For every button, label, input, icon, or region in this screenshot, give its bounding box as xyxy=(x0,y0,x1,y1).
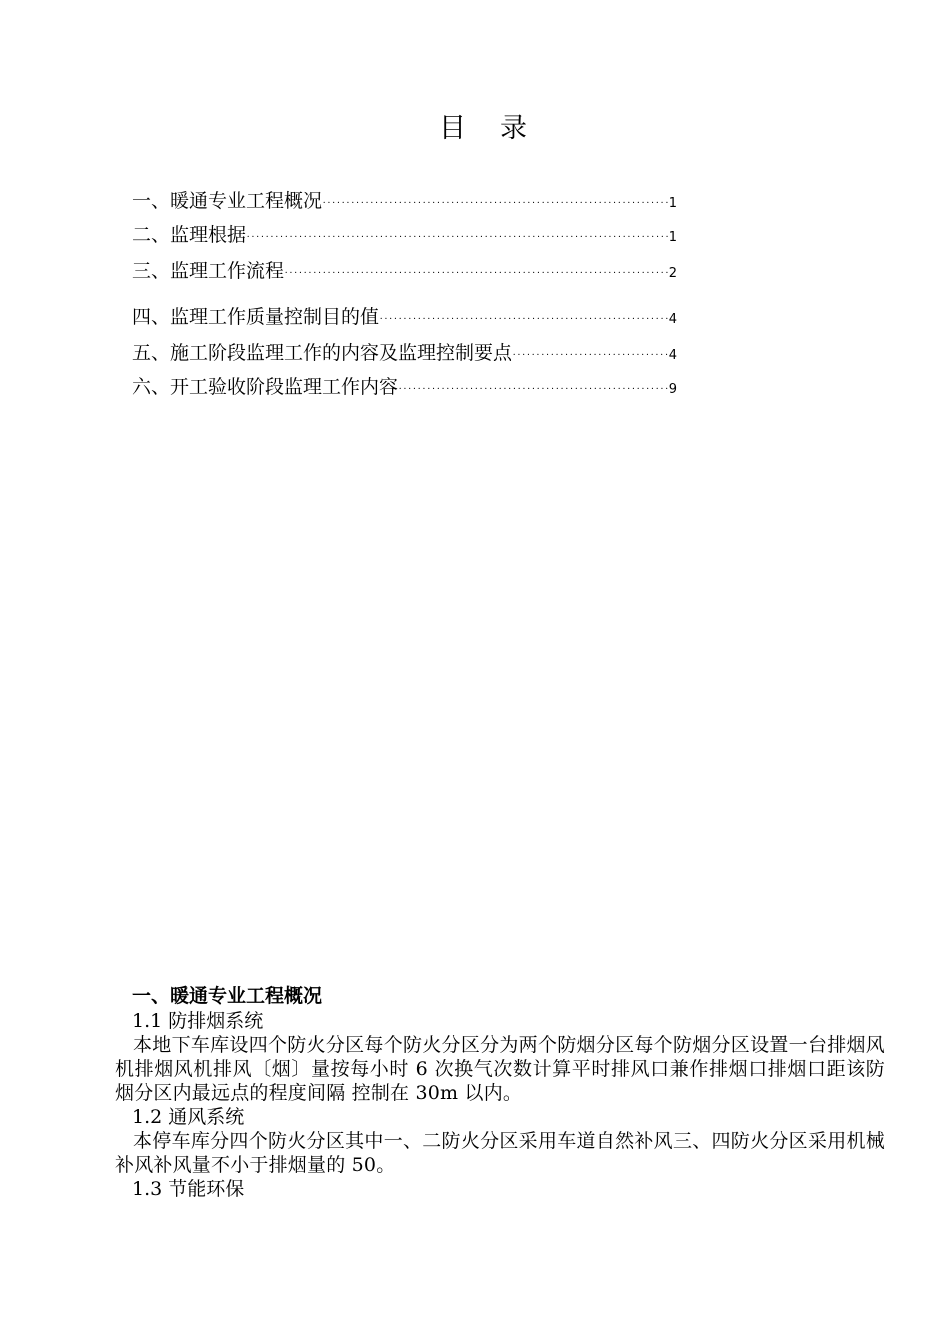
toc-leader xyxy=(513,347,668,360)
subsection-heading: 1.3 节能环保 xyxy=(132,1178,245,1200)
toc-leader xyxy=(285,265,668,278)
section-hvac-overview xyxy=(115,983,885,1201)
toc-entry[interactable] xyxy=(132,256,677,282)
subsection-heading: 1.1 防排烟系统 xyxy=(132,1010,264,1032)
toc-entry[interactable] xyxy=(132,186,677,212)
toc-leader xyxy=(247,229,668,242)
toc-entry-text: 五、施工阶段监理工作的内容及监理控制要点 xyxy=(132,342,513,364)
toc-entry-text: 一、暖通专业工程概况 xyxy=(132,190,323,212)
toc-page-number: 2 xyxy=(668,266,677,281)
body-paragraph: 本地下车库设四个防火分区每个防火分区分为两个防烟分区每个防烟分区设置一台排烟风机排烟风机排风〔烟〕量按每小时 6 次换气次数计算平时排风口兼作排烟口排烟口距该防烟分区内最远点的程度间隔 控制在 30m 以内。 xyxy=(115,1034,885,1104)
body-paragraph: 本停车库分四个防火分区其中一、二防火分区采用车道自然补风三、四防火分区采用机械补风补风量不小于排烟量的 50。 xyxy=(115,1130,885,1176)
toc-title xyxy=(0,106,950,145)
toc-leader xyxy=(399,381,668,394)
toc-page-number: 1 xyxy=(668,196,677,211)
toc-entry[interactable] xyxy=(132,372,677,398)
toc-leader xyxy=(380,311,668,324)
toc-entry-text: 二、监理根据 xyxy=(132,224,247,246)
toc-page-number: 4 xyxy=(668,312,677,327)
toc-entry-text: 六、开工验收阶段监理工作内容 xyxy=(132,376,399,398)
toc-page-number: 1 xyxy=(668,230,677,245)
toc-entry-text: 三、监理工作流程 xyxy=(132,260,285,282)
toc-title-char: 目 xyxy=(439,113,500,144)
toc-leader xyxy=(323,195,668,208)
toc-title-char: 录 xyxy=(500,113,561,144)
toc-entry[interactable] xyxy=(132,220,677,246)
toc-page-number: 9 xyxy=(668,382,677,397)
toc-entry-text: 四、监理工作质量控制目的值 xyxy=(132,306,380,328)
toc-entry[interactable] xyxy=(132,338,677,364)
section-heading: 一、暖通专业工程概况 xyxy=(132,985,323,1007)
subsection-heading: 1.2 通风系统 xyxy=(132,1106,245,1128)
toc-entry[interactable] xyxy=(132,302,677,328)
toc-page-number: 4 xyxy=(668,348,677,363)
